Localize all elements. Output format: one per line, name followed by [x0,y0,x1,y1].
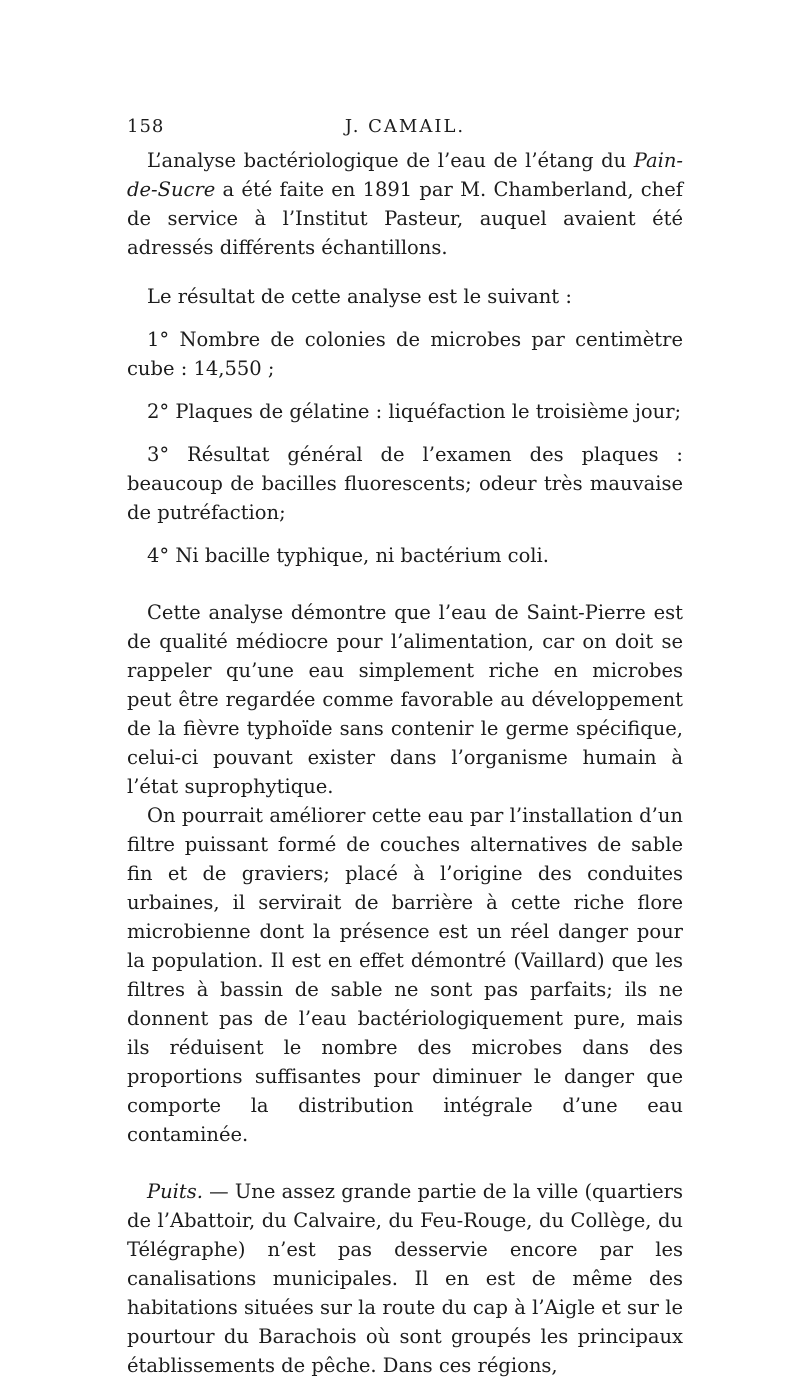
book-page [127,112,683,1380]
intro-paragraph [127,146,683,262]
result-item-1: 1° Nombre de colonies de microbes par centimètre cube : 14,550 ; [127,328,683,380]
analysis-paragraph: Cette analyse démontre que l’eau de Saint-Pierre est de qualité médiocre pour l’alimentation, car on doit se rappeler qu’une eau simplement riche en microbes peut être regardée comme favorable au développement de la fièvre typhoïde sans contenir le germe spécifique, celui-ci pouvant exister dans l’organisme humain à l’état suprophytique. [127,601,683,798]
page-number: 158 [127,116,165,137]
running-head-author: J. CAMAIL. [344,116,466,137]
result-lead-paragraph: Le résultat de cette analyse est le suivant : [147,285,572,308]
intro-text-start: L’analyse bactériologique de l’eau de l’étang du [147,149,634,172]
intro-italic-place: Pain-de-Sucre [127,149,683,201]
wells-text: — Une assez grande partie de la ville (quartiers de l’Abattoir, du Calvaire, du Feu-Rouge, du Collège, du Télégraphe) n’est pas desservie encore par les canalisations municipales. Il en est de même des habitations situées sur la route du cap à l’Aigle et sur le pourtour du Barachois où sont groupés les principaux établissements de pêche. Dans ces régions, [127,1180,683,1377]
result-item-2: 2° Plaques de gélatine : liquéfaction le troisième jour; [147,400,682,423]
filter-paragraph: On pourrait améliorer cette eau par l’installation d’un filtre puissant formé de couches alternatives de sable fin et de graviers; placé à l’origine des conduites urbaines, il servirait de barrière à cette riche flore microbienne dont la présence est un réel danger pour la population. Il est en effet démontré (Vaillard) que les filtres à bassin de sable ne sont pas parfaits; ils ne donnent pas de l’eau bactériologiquement pure, mais ils réduisent le nombre des microbes dans des proportions suffisantes pour diminuer le danger que comporte la distribution intégrale d’une eau contaminée. [127,804,683,1146]
wells-title: Puits. [147,1180,203,1203]
wells-paragraph [127,1177,683,1380]
running-head [127,112,683,142]
result-item-4: 4° Ni bacille typhique, ni bactérium coli. [147,544,549,567]
result-item-3: 3° Résultat général de l’examen des plaques : beaucoup de bacilles fluorescents; odeur très mauvaise de putréfaction; [127,443,683,524]
intro-text-end: a été faite en 1891 par M. Chamberland, chef de service à l’Institut Pasteur, auquel avaient été adressés différents échantillons. [127,178,683,259]
